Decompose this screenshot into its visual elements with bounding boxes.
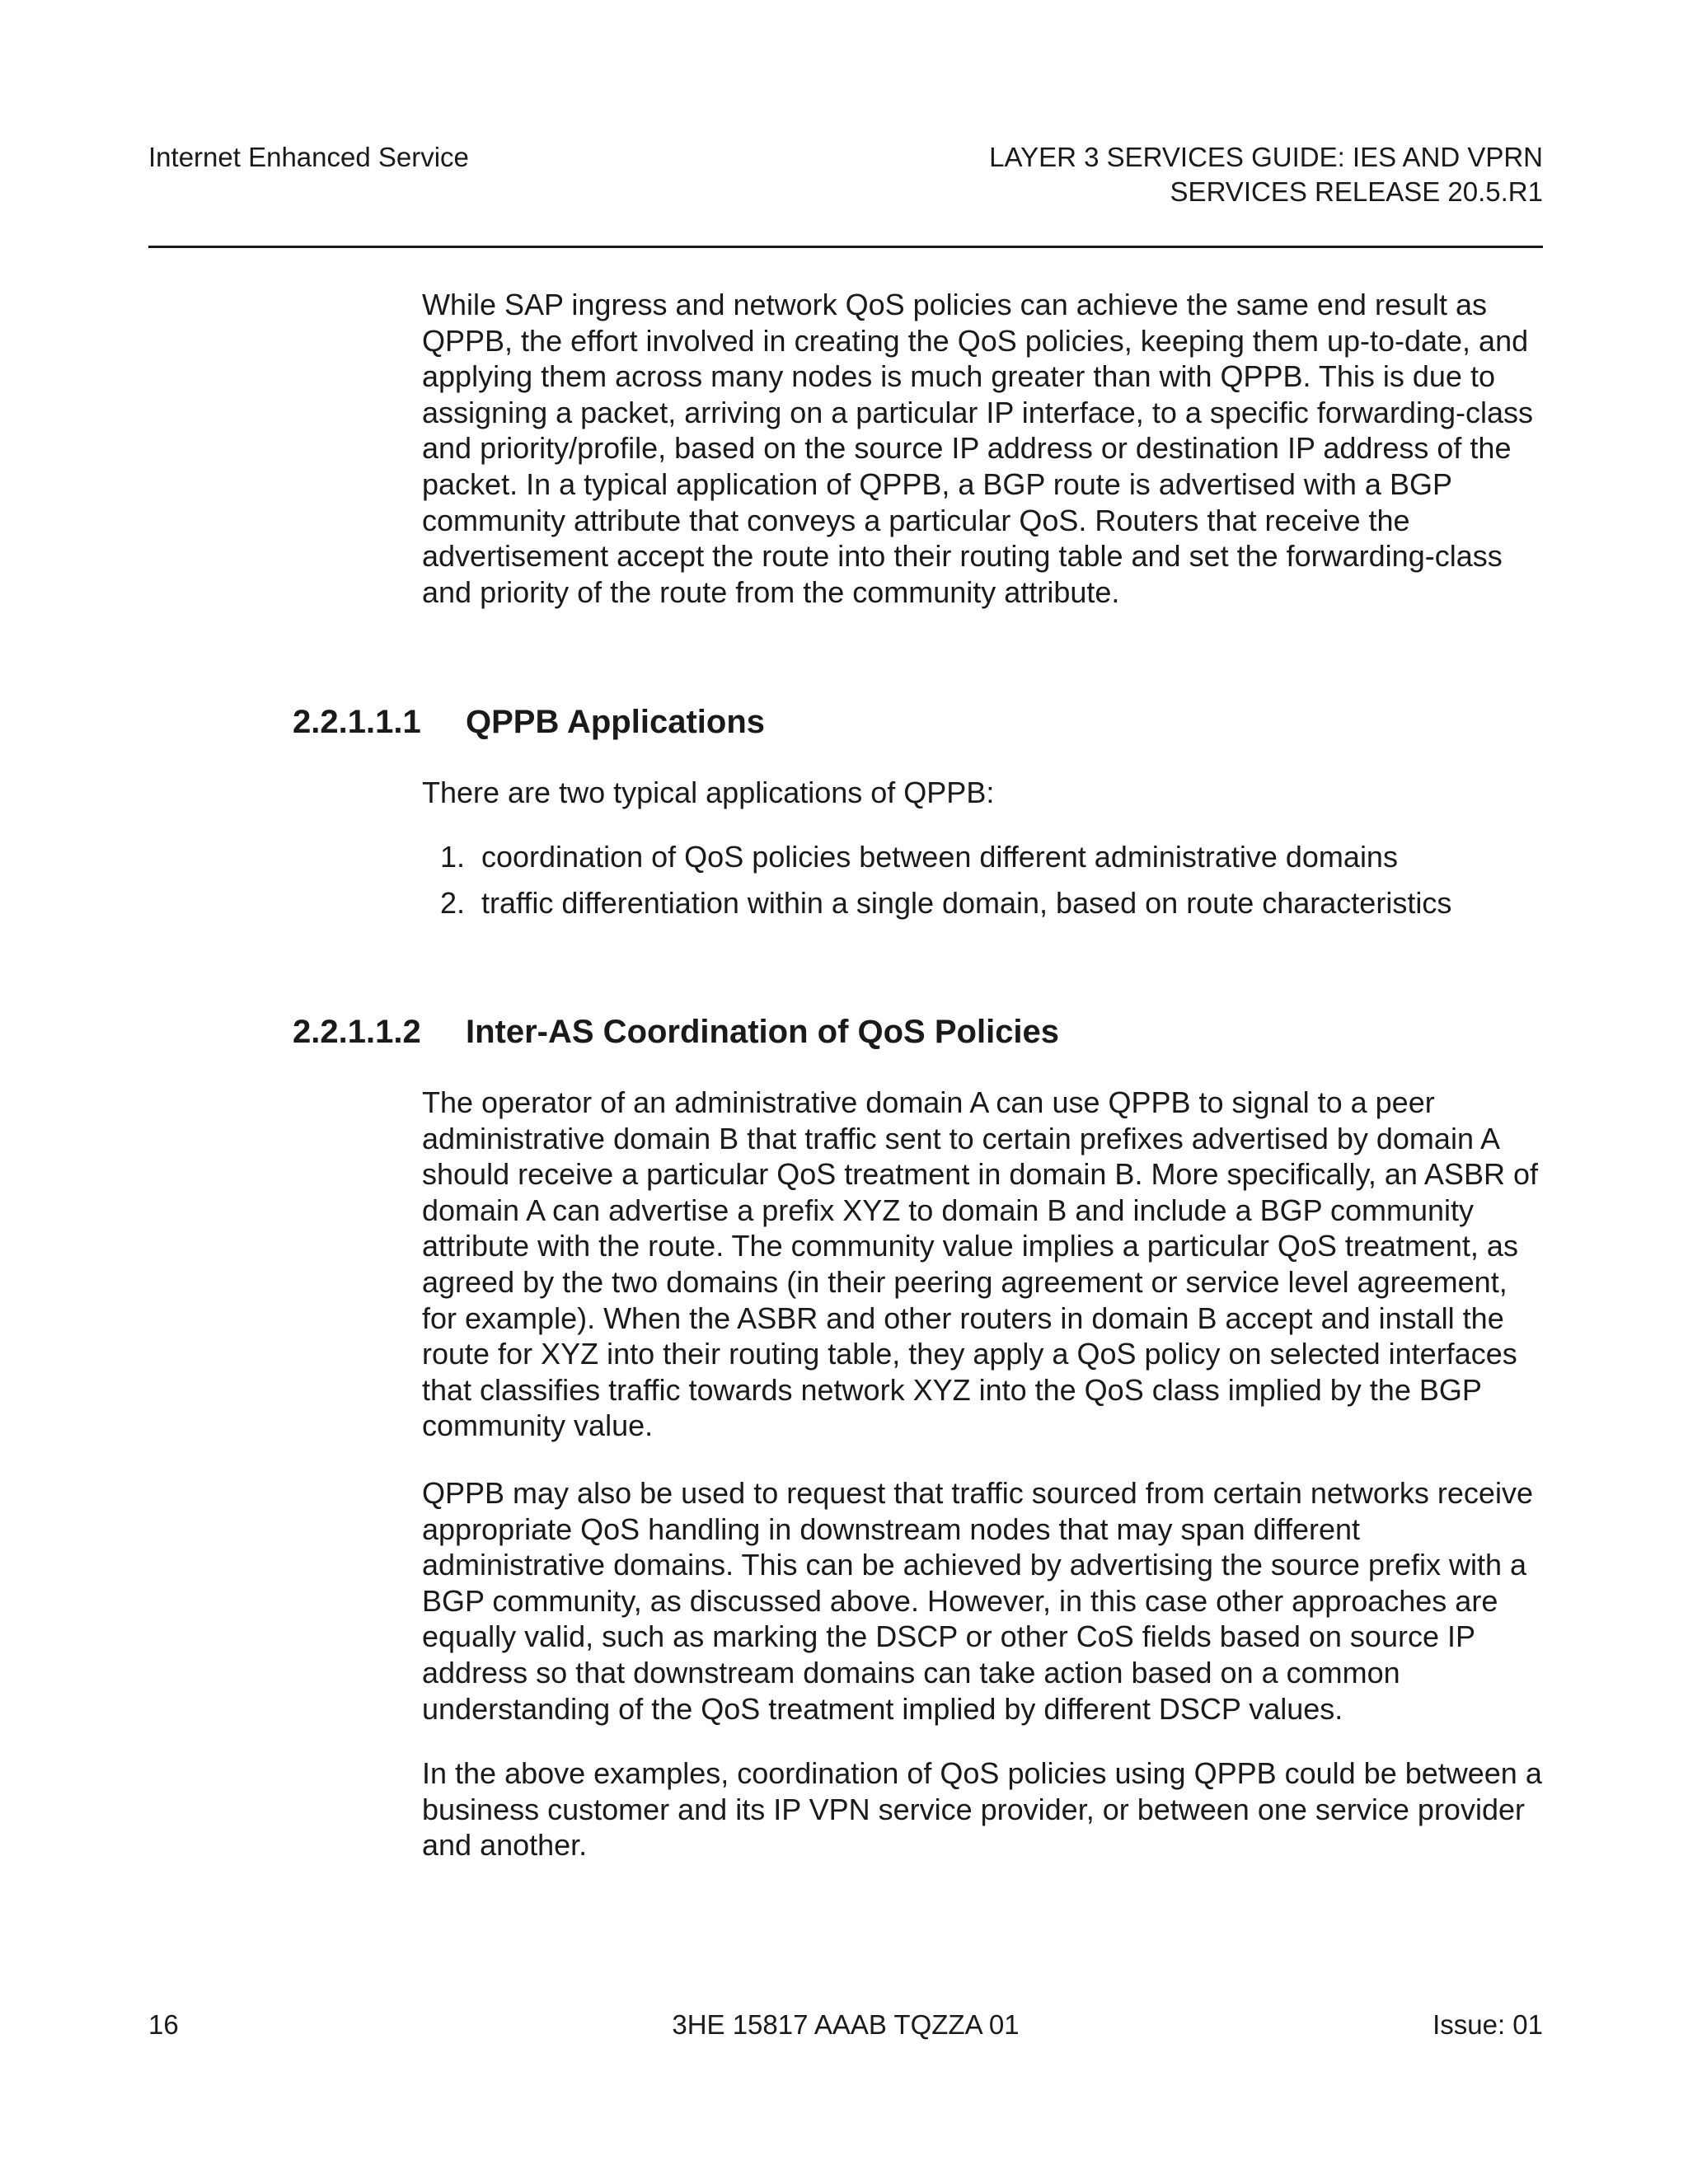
body-paragraph: The operator of an administrative domain A can use QPPB to signal to a peer administrative domain B that traffic sent to certain prefixes advertised by domain A should receive a particular QoS treatment in domain B. More specifically, an ASBR of domain A can advertise a prefix XYZ to domain B and include a BGP community attribute with the route. The community value implies a particular QoS treatment, as agreed by the two domains (in their peering agreement or service level agreement, for example). When the ASBR and other routers in domain B accept and install the route for XYZ into their routing table, they apply a QoS policy on selected interfaces that classifies traffic towards network XYZ into the QoS class implied by the BGP community value.: [422, 1085, 1538, 1443]
header-section-title: Internet Enhanced Service: [148, 142, 469, 172]
header-document-title-line1: LAYER 3 SERVICES GUIDE: IES AND VPRN: [989, 142, 1543, 172]
section-heading-inter-as-coordination: [293, 1012, 1545, 1052]
document-id: 3HE 15817 AAAB TQZZA 01: [672, 2009, 1020, 2040]
section-title: QPPB Applications: [466, 704, 766, 740]
page-header: [148, 138, 1543, 251]
page-footer: [148, 2008, 1543, 2044]
body-paragraph: QPPB may also be used to request that traffic sourced from certain networks receive appropriate QoS handling in downstream nodes that may span different administrative domains. This can be achieved by advertising the source prefix with a BGP community, as discussed above. However, in this case other approaches are equally valid, such as marking the DSCP or other CoS fields based on source IP address so that downstream domains can take action based on a common understanding of the QoS treatment implied by different DSCP values.: [422, 1476, 1533, 1726]
section-number: 2.2.1.1.2: [293, 1014, 421, 1050]
issue-number: Issue: 01: [1432, 2009, 1543, 2040]
section-number: 2.2.1.1.1: [293, 704, 421, 740]
body-paragraph: In the above examples, coordination of QoS policies using QPPB could be between a business customer and its IP VPN service provider, or between one service provider and another.: [422, 1756, 1542, 1863]
list-item-text: traffic differentiation within a single domain, based on route characteristics: [481, 886, 1452, 920]
list-item-text: coordination of QoS policies between different administrative domains: [481, 840, 1398, 874]
list-item-marker: 1.: [440, 840, 466, 874]
header-document-title-line2: SERVICES RELEASE 20.5.R1: [1170, 176, 1543, 207]
header-divider: [148, 246, 1543, 248]
list-item: [440, 839, 1398, 875]
applications-intro: There are two typical applications of QPPB:: [422, 776, 995, 809]
intro-paragraph: While SAP ingress and network QoS policies can achieve the same end result as QPPB, the effort involved in creating the QoS policies, keeping them up-to-date, and applying them across many nodes is much greater than with QPPB. This is due to assigning a packet, arriving on a particular IP interface, to a specific forwarding-class and priority/profile, based on the source IP address or destination IP address of the packet. In a typical application of QPPB, a BGP route is advertised with a BGP community attribute that conveys a particular QoS. Routers that receive the advertisement accept the route into their routing table and set the forwarding-class and priority of the route from the community attribute.: [422, 288, 1533, 609]
section-title: Inter-AS Coordination of QoS Policies: [466, 1014, 1060, 1050]
list-item: [440, 885, 1451, 921]
header-document-title: [989, 140, 1543, 209]
section-heading-qppb-applications: [293, 702, 1545, 742]
page-number: 16: [148, 2009, 179, 2040]
list-item-marker: 2.: [440, 886, 466, 920]
